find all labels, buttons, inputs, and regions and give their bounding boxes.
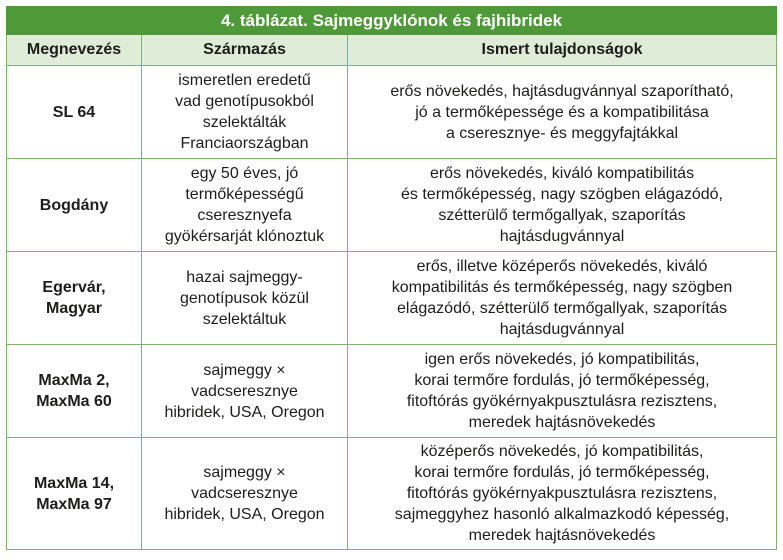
cell-name: Bogdány [7,159,142,252]
cell-properties: erős növekedés, kiváló kompatibilitás és termőképesség, nagy szögben elágazódó, szétterülő termőgallyak, szaporítás hajtásdugvánnyal [348,159,777,252]
cell-name: SL 64 [7,66,142,159]
cell-properties: középerős növekedés, jó kompatibilitás, korai termőre fordulás, jó termőképesség, fitoftórás gyökérnyakpusztulásra rezisztens, sajmeggyhez hasonló alkalmazkodó képesség, meredek hajtásnövekedés [348,438,777,550]
cell-properties: igen erős növekedés, jó kompatibilitás, korai termőre fordulás, jó termőképesség, fitoftórás gyökérnyakpusztulásra rezisztens, meredek hajtásnövekedés [348,345,777,438]
cell-properties: erős, illetve középerős növekedés, kiváló kompatibilitás és termőképesség, nagy szögben elágazódó, szétterülő termőgallyak, szaporítás hajtásdugvánnyal [348,252,777,345]
table-row [7,159,777,252]
cell-origin: sajmeggy × vadcseresznye hibridek, USA, Oregon [142,438,348,550]
header-origin: Származás [142,35,348,66]
table-row [7,252,777,345]
table-row [7,438,777,550]
cell-origin: ismeretlen eredetű vad genotípusokból szelektálták Franciaországban [142,66,348,159]
cell-name: MaxMa 2, MaxMa 60 [7,345,142,438]
rootstock-table [6,6,777,550]
table-title: 4. táblázat. Sajmeggyklónok és fajhibridek [7,7,777,35]
table-row [7,66,777,159]
cell-origin: egy 50 éves, jó termőképességű cseresznyefa gyökérsarját klónoztuk [142,159,348,252]
cell-properties: erős növekedés, hajtásdugvánnyal szaporítható, jó a termőképessége és a kompatibilitása a cseresznye- és meggyfajtákkal [348,66,777,159]
cell-origin: hazai sajmeggy- genotípusok közül szelektáltuk [142,252,348,345]
header-properties: Ismert tulajdonságok [348,35,777,66]
cell-origin: sajmeggy × vadcseresznye hibridek, USA, Oregon [142,345,348,438]
cell-name: Egervár, Magyar [7,252,142,345]
cell-name: MaxMa 14, MaxMa 97 [7,438,142,550]
table-container [6,6,776,550]
header-name: Megnevezés [7,35,142,66]
table-row [7,345,777,438]
